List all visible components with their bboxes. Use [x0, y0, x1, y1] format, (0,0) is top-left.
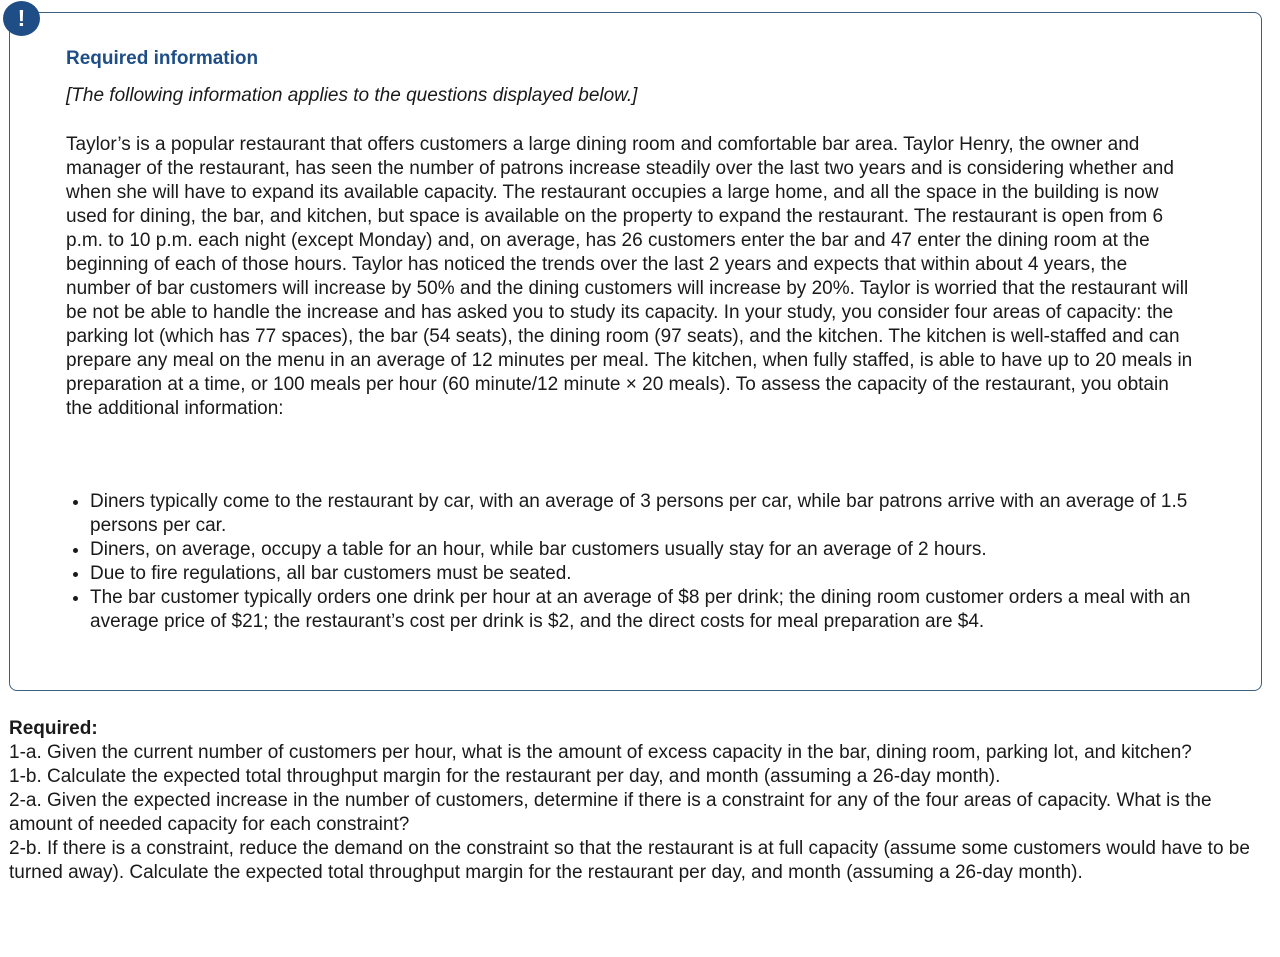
alert-icon: ! [3, 1, 40, 36]
required-item-1a: 1-a. Given the current number of customers per hour, what is the amount of excess capacity in the bar, dining room, parking lot, and kitchen? [9, 742, 1192, 763]
required-item-2b: 2-b. If there is a constraint, reduce the demand on the constraint so that the restaurant is at full capacity (assume some customers would have to be turned away). Calculate the expected total throughput margin for the restaurant per day, and month (assuming a 26-day month). [9, 838, 1250, 883]
required-section [9, 717, 1261, 885]
scenario-text: Taylor’s is a popular restaurant that offers customers a large dining room and comfortable bar area. Taylor Henry, the owner and manager of the restaurant, has seen the number of patrons increase steadily over the last two years and is considering whether and when she will have to expand its available capacity. The restaurant occupies a large home, and all the space in the building is now used for dining, the bar, and kitchen, but space is available on the property to expand the restaurant. The restaurant is open from 6 p.m. to 10 p.m. each night (except Monday) and, on average, has 26 customers enter the bar and 47 enter the dining room at the beginning of each of those hours. Taylor has noticed the trends over the last 2 years and expects that within about 4 years, the number of bar customers will increase by 50% and the dining customers will increase by 20%. Taylor is worried that the restaurant will be not be able to handle the increase and has asked you to study its capacity. In your study, you consider four areas of capacity: the parking lot (which has 77 spaces), the bar (54 seats), the dining room (97 seats), and the kitchen. The kitchen is well-staffed and can prepare any meal on the menu in an average of 12 minutes per meal. The kitchen, when fully staffed, is able to have up to 20 meals in preparation at a time, or 100 meals per hour (60 minute/12 minute × 20 meals). To assess the capacity of the restaurant, you obtain the additional information: [66, 134, 1193, 419]
additional-info-list [66, 490, 1226, 634]
panel-heading: Required information [66, 48, 259, 69]
list-item: • Diners, on average, occupy a table for an hour, while bar customers usually stay for an average of 2 hours. [90, 538, 1226, 562]
list-item: • The bar customer typically orders one drink per hour at an average of $8 per drink; the dining room customer orders a meal with an average price of $21; the restaurant’s cost per drink is $2, and the direct costs for meal preparation are $4. [90, 586, 1226, 634]
applies-note: [The following information applies to the questions displayed below.] [66, 85, 638, 106]
required-label: Required: [9, 718, 98, 739]
list-item: • Diners typically come to the restaurant by car, with an average of 3 persons per car, while bar patrons arrive with an average of 1.5 persons per car. [90, 490, 1226, 538]
required-information-panel [9, 12, 1262, 691]
required-item-1b: 1-b. Calculate the expected total throughput margin for the restaurant per day, and month (assuming a 26-day month). [9, 766, 1001, 787]
list-item: • Due to fire regulations, all bar customers must be seated. [90, 562, 1226, 586]
required-item-2a: 2-a. Given the expected increase in the number of customers, determine if there is a constraint for any of the four areas of capacity. What is the amount of needed capacity for each constraint? [9, 790, 1212, 835]
